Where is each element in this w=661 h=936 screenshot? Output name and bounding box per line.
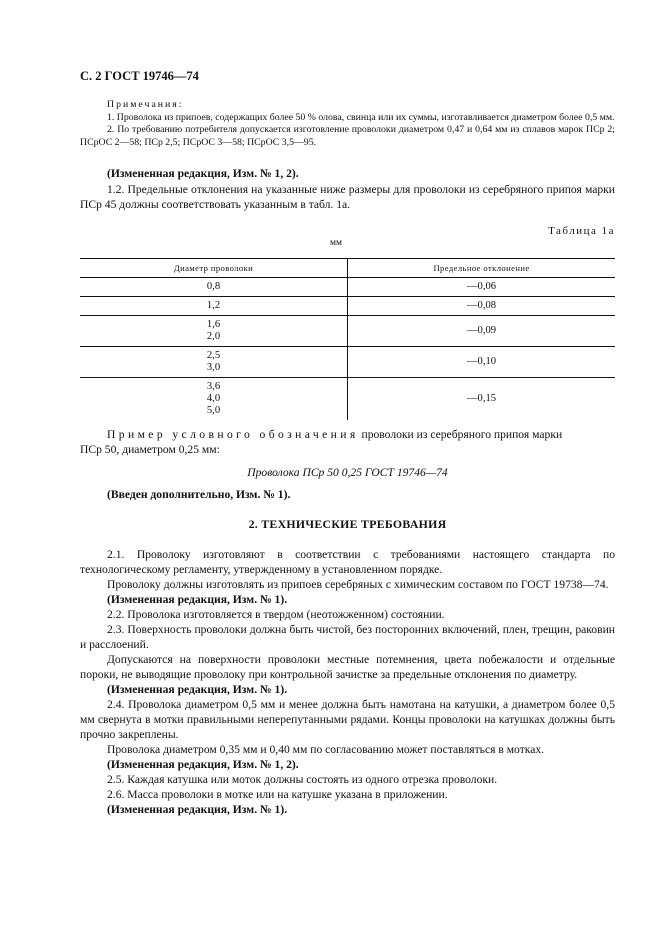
deviation-cell: —0,08	[348, 297, 616, 316]
table-header-row	[80, 259, 615, 278]
header-diameter: Диаметр проволоки	[80, 259, 348, 278]
table-units: мм	[330, 238, 343, 248]
amendment-note: (Измененная редакция, Изм. № 1).	[107, 683, 288, 696]
diameter-cell: 2,5 3,0	[80, 347, 348, 378]
diameter-cell: 3,6 4,0 5,0	[80, 378, 348, 421]
deviation-cell: —0,10	[348, 347, 616, 378]
notes-heading: Примечания:	[107, 99, 184, 110]
table-row	[80, 297, 615, 316]
amendment-note: (Измененная редакция, Изм. № 1).	[107, 593, 288, 606]
amendment-note: (Измененная редакция, Изм. № 1, 2).	[107, 758, 299, 771]
deviation-cell: —0,06	[348, 278, 616, 297]
section-2-body	[80, 547, 615, 817]
amendment-note-1: (Измененная редакция, Изм. № 1, 2).	[107, 167, 299, 180]
deviation-cell: —0,15	[466, 393, 497, 404]
deviation-cell: —0,09	[348, 316, 616, 347]
note-1: 1. Проволока из припоев, содержащих более 50 % олова, свинца или их суммы, изготавливается диаметром более 0,5 мм.	[107, 111, 615, 123]
paragraph-1-2: 1.2. Предельные отклонения на указанные ниже размеры для проволоки из серебряного припоя марки ПСр 45 должны соответствовать указанным в табл. 1а.	[80, 183, 615, 211]
table-row	[80, 378, 615, 421]
deviation-table	[80, 258, 615, 420]
paragraph-2-2: 2.2. Проволока изготовляется в твердом (неотожженном) состоянии.	[107, 608, 445, 621]
example-designation: Проволока ПСр 50 0,25 ГОСТ 19746—74	[247, 466, 448, 479]
paragraph-2-4: 2.4. Проволока диаметром 0,5 мм и менее должна быть намотана на катушки, а диаметром более 0,5 мм свернута в мотки правильными неперепутанными рядами. Концы проволоки на катушках должны быть прочно закреплены.	[80, 698, 615, 741]
table-row	[80, 347, 615, 378]
paragraph-2-5: 2.5. Каждая катушка или моток должны состоять из одного отрезка проволоки.	[107, 773, 498, 786]
diameter-cell: 1,2	[80, 297, 348, 316]
example-lead: Пример условного обозначения	[107, 428, 359, 441]
added-note: (Введен дополнительно, Изм. № 1).	[107, 488, 291, 501]
paragraph-2-3: 2.3. Поверхность проволоки должна быть чистой, без посторонних включений, плен, трещин, раковин и расслоений.	[80, 623, 615, 651]
example-block	[80, 427, 615, 457]
example-rest: проволоки из серебряного припоя марки	[358, 428, 563, 441]
diameter-cell: 0,8	[80, 278, 348, 297]
paragraph-2-1: 2.1. Проволоку изготовляют в соответствии с требованиями настоящего стандарта по технологическому регламенту, утвержденному в установленном порядке.	[80, 548, 615, 576]
notes-block	[80, 99, 615, 149]
table-caption: Таблица 1а	[548, 225, 615, 237]
paragraph-2-6: 2.6. Масса проволоки в мотке или на катушке указана в приложении.	[107, 788, 448, 801]
diameter-cell: 1,6 2,0	[80, 316, 348, 347]
paragraph-2-1b: Проволоку должны изготовлять из припоев серебряных с химическим составом по ГОСТ 19738—74.	[107, 578, 609, 591]
paragraph-2-3b: Допускаются на поверхности проволоки местные потемнения, цвета побежалости и отдельные пороки, не выводящие проволоку при контрольной зачистке за предельные отклонения по диаметру.	[80, 653, 615, 681]
amendment-note: (Измененная редакция, Изм. № 1).	[107, 803, 288, 816]
note-2: 2. По требованию потребителя допускается изготовление проволоки диаметром 0,47 и 0,64 мм из сплавов марок ПСр 2; ПСрОС 2—58; ПСр 2,5; ПСрОС 3—58; ПСрОС 3,5—95.	[80, 124, 615, 148]
header-deviation: Предельное отклонение	[348, 259, 616, 278]
paragraph-2-4b: Проволока диаметром 0,35 мм и 0,40 мм по согласованию может поставляться в мотках.	[107, 743, 545, 756]
table-row	[80, 278, 615, 297]
example-line2: ПСр 50, диаметром 0,25 мм:	[80, 443, 220, 456]
section-2-title: 2. ТЕХНИЧЕСКИЕ ТРЕБОВАНИЯ	[248, 517, 447, 531]
table-row	[80, 316, 615, 347]
page-header: С. 2 ГОСТ 19746—74	[80, 69, 199, 83]
